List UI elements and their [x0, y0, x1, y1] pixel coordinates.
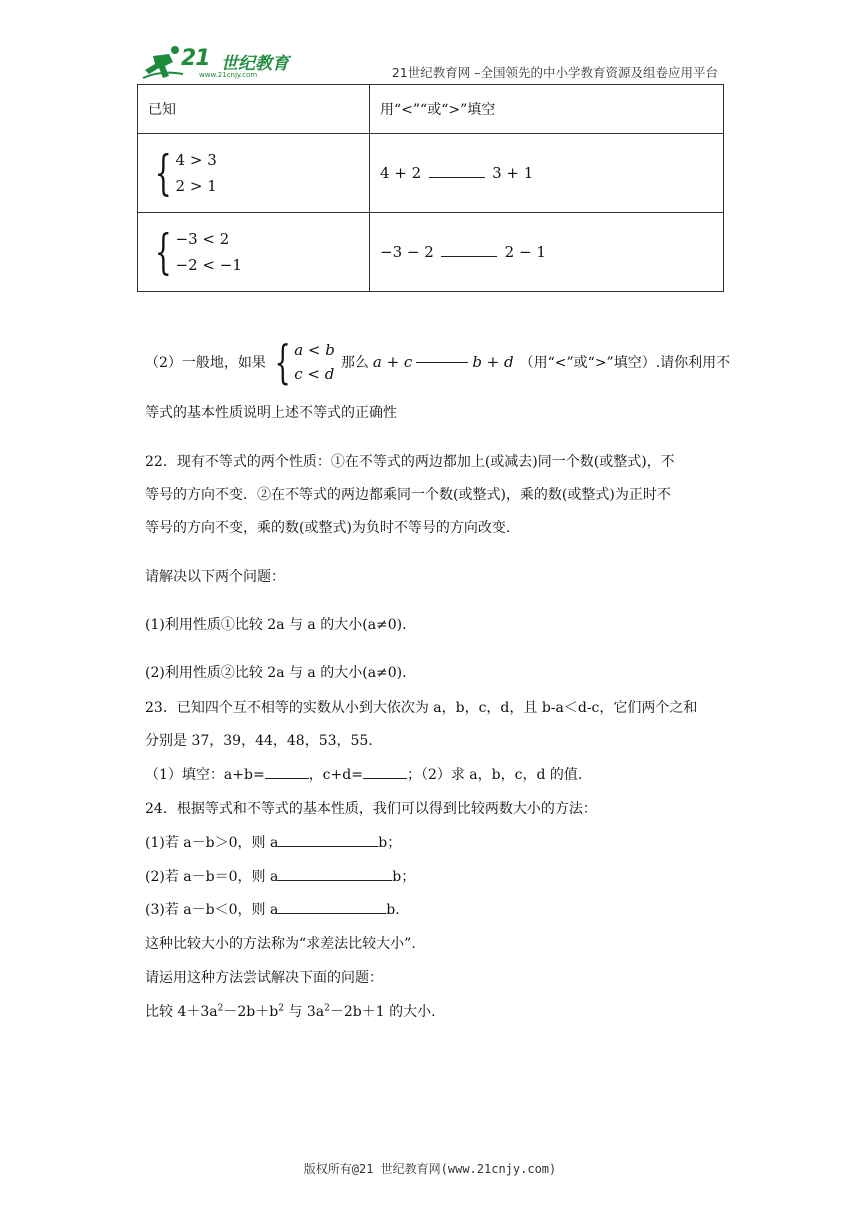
system-line: −3 < 2 — [175, 230, 230, 248]
q22-item2: (2)利用性质②比较 2a 与 a 的大小(a≠0). — [145, 665, 407, 681]
q24-item1 — [145, 832, 401, 852]
page-footer: 版权所有@21 世纪教育网(www.21cnjy.com) — [303, 1162, 557, 1176]
logo-text: 世纪教育 — [221, 54, 289, 74]
system-line: a < b — [294, 341, 335, 359]
inequality-system — [148, 145, 217, 201]
system-line: −2 < −1 — [175, 256, 242, 274]
table-cell-fill — [370, 134, 724, 213]
system-line: 2 > 1 — [175, 177, 217, 195]
q23-fill-c: ；（2）求 a，b，c，d 的值. — [406, 767, 583, 783]
q24-item2-post: b； — [392, 869, 416, 885]
table-cell-fill — [370, 213, 724, 292]
q24-line6: 请运用这种方法尝试解决下面的问题： — [145, 970, 383, 986]
q24-item1-pre: (1)若 a－b＞0，则 a — [145, 835, 279, 851]
q23-line3 — [145, 764, 582, 784]
expr-right: 3 + 1 — [492, 164, 534, 182]
q21-suffix: （用“<”或“>”填空）.请你利用不 — [519, 355, 731, 371]
table-cell-known — [138, 213, 370, 292]
table-header-cell: 用“<”“或“>”填空 — [370, 85, 724, 134]
q24-line7 — [145, 1001, 436, 1021]
q22-line2: 等号的方向不变．②在不等式的两边都乘同一个数(或整式)，乘的数(或整式)为正时不 — [145, 487, 671, 503]
q24-item3-post: b. — [386, 902, 400, 918]
q22-line1: 22．现有不等式的两个性质：①在不等式的两边都加上(或减去)同一个数(或整式)，不 — [145, 454, 675, 470]
answer-blank[interactable] — [278, 879, 392, 881]
table-header-cell: 已知 — [138, 85, 370, 134]
page-header — [137, 44, 724, 84]
q24-expr-part: 比较 4＋3a — [145, 1004, 218, 1020]
left-brace-icon: { — [154, 224, 172, 280]
q21-lhs: a + c — [372, 353, 413, 371]
q22-item1: (1)利用性质①比较 2a 与 a 的大小(a≠0). — [145, 617, 407, 633]
left-brace-icon: { — [154, 145, 172, 201]
q24-line1: 24．根据等式和不等式的基本性质，我们可以得到比较两数大小的方法： — [145, 801, 597, 817]
answer-blank[interactable] — [278, 845, 378, 847]
answer-blank[interactable] — [429, 176, 485, 178]
q23-line2: 分别是 37，39，44，48，53，55. — [145, 733, 373, 749]
table-row — [138, 134, 724, 213]
table-header-row — [138, 85, 724, 134]
q24-item3-pre: (3)若 a－b＜0，则 a — [145, 902, 279, 918]
logo-url: www.21cnjy.com — [199, 71, 258, 79]
expr-left: 4 + 2 — [380, 164, 422, 182]
inequality-table — [137, 84, 724, 292]
q24-item1-post: b； — [378, 835, 402, 851]
left-brace-icon: { — [274, 335, 291, 389]
inequality-system — [148, 224, 242, 280]
q24-expr-part: －2b＋1 的大小. — [329, 1004, 436, 1020]
logo-number: 21 — [181, 46, 210, 71]
answer-blank[interactable] — [278, 912, 386, 914]
q24-item2-pre: (2)若 a－b＝0，则 a — [145, 869, 279, 885]
expr-left: −3 − 2 — [380, 243, 434, 261]
q21-mid: 那么 — [340, 355, 369, 371]
answer-blank[interactable] — [363, 777, 407, 779]
table-row — [138, 213, 724, 292]
q24-item2 — [145, 866, 415, 886]
q23-line1: 23．已知四个互不相等的实数从小到大依次为 a，b，c，d，且 b-a＜d-c，它们两个之和 — [145, 700, 698, 716]
q24-item3 — [145, 899, 400, 919]
table-cell-known — [138, 134, 370, 213]
superscript: 2 — [324, 1003, 330, 1014]
system-line: c < d — [294, 365, 335, 383]
expr-right: 2 − 1 — [504, 243, 546, 261]
runner-logo-icon — [139, 44, 185, 82]
q23-fill-a: （1）填空：a+b= — [145, 767, 265, 783]
q24-line5: 这种比较大小的方法称为“求差法比较大小”. — [145, 936, 416, 952]
q24-expr-part: －2b＋b — [223, 1004, 279, 1020]
header-slogan: 21世纪教育网 –全国领先的中小学教育资源及组卷应用平台 — [391, 65, 718, 80]
inequality-system — [268, 335, 335, 389]
q21-prefix: （2）一般地，如果 — [145, 355, 266, 371]
system-line: 4 > 3 — [175, 151, 217, 169]
answer-blank[interactable] — [441, 255, 497, 257]
superscript: 2 — [217, 1003, 224, 1014]
site-logo[interactable] — [137, 44, 307, 84]
answer-blank[interactable] — [416, 361, 468, 363]
superscript: 2 — [278, 1003, 284, 1014]
answer-blank[interactable] — [265, 777, 309, 779]
q21-line2: 等式的基本性质说明上述不等式的正确性 — [145, 405, 397, 421]
q23-fill-b: ，c+d= — [308, 767, 363, 783]
q22-line4: 请解决以下两个问题： — [145, 569, 285, 585]
q21-rhs: b + d — [472, 353, 514, 371]
q21-part2 — [145, 335, 731, 389]
q22-line3: 等号的方向不变，乘的数(或整式)为负时不等号的方向改变. — [145, 520, 511, 536]
q24-expr-part: 与 3a — [288, 1004, 325, 1020]
